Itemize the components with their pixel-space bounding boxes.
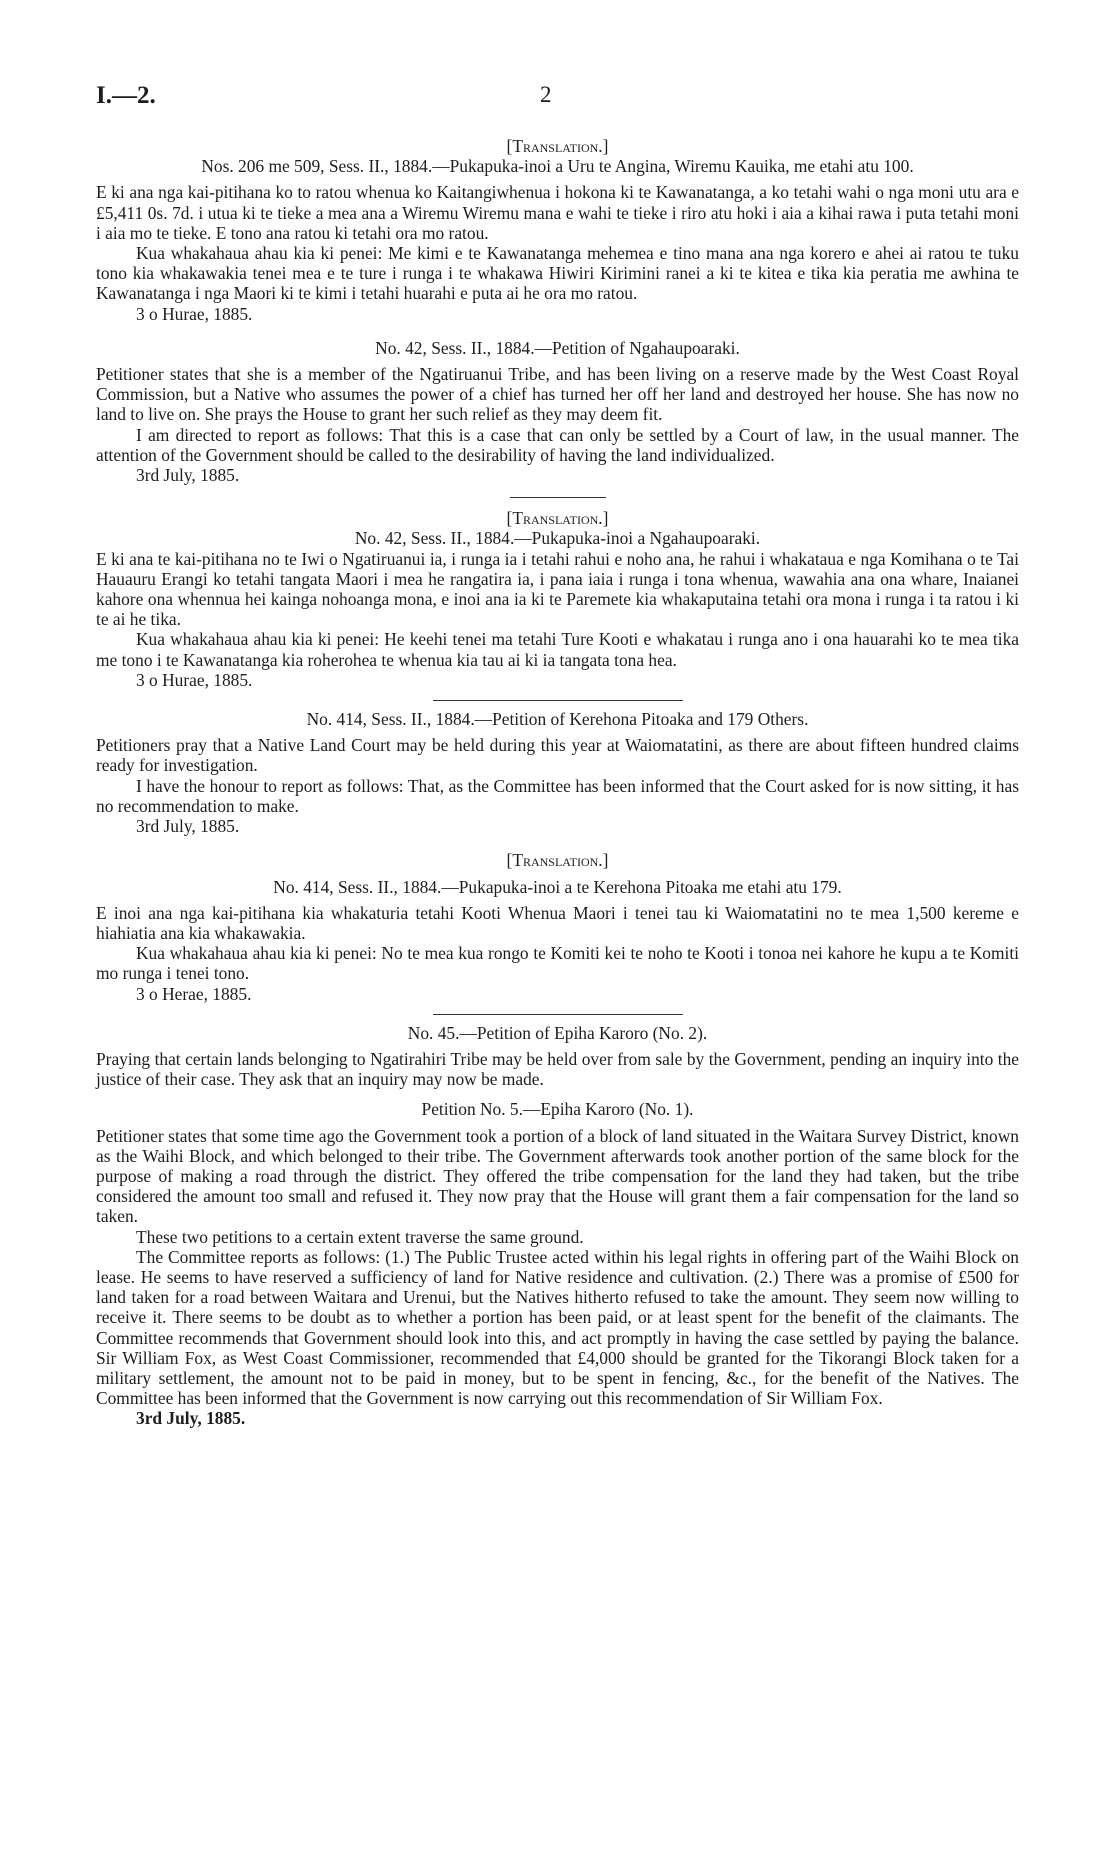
report-date: 3rd July, 1885.	[136, 816, 240, 837]
report-paragraph: The Committee reports as follows: (1.) The Public Trustee acted within his legal rights in offering part of the Waihi Block on lease. He seems to have reserved a sufficiency of land for Native residence and cultivation. (2.) There was a promise of £500 for land taken for a road between Waitara and Urenui, but the Natives hitherto refused to take the amount. They seem now willing to receive it. There seems to be doubt as to whether a portion has been paid, or at least spent for the benefit of the claimants. The Committee recommends that Government should look into this, and act promptly in having the case settled by paying the balance. Sir William Fox, as West Coast Commissioner, recommended that £4,000 should be granted for the Tikorangi Block taken for a military settlement, the amount not to be paid in money, but to be spent in fencing, &c., for the benefit of the Natives. The Committee has been informed that the Government is now carrying out this recommendation of Sir William Fox.	[96, 1246, 1019, 1409]
petition-heading: No. 414, Sess. II., 1884.—Petition of Kerehona Pitoaka and 179 Others.	[306, 709, 809, 730]
translation-label: [Translation.]	[506, 508, 609, 529]
report-date: 3 o Hurae, 1885.	[136, 669, 253, 690]
page-content	[96, 136, 1019, 1429]
translation-label: [Translation.]	[506, 850, 609, 871]
petition-paragraph: E ki ana te kai-pitihana no te Iwi o Ngatiruanui ia, i runga ia i tetahi rahui e noho ana, he rahui i whakataua e nga Komihana o te Tai Hauauru Erangi ko tetahi tangata Maori i mea he rangatira ia, i pana iaia i runga i tona whenua, wawahia ana ona whare, Inaianei kahore ona whennua hei kainga nohoanga mona, e inoi ana ia ki te Paremete kia whakaputaina tetahi ora mona i runga i ta ratou i ki te ai he tika.	[96, 548, 1019, 630]
petition-paragraph: E inoi ana nga kai-pitihana kia whakaturia tetahi Kooti Whenua Maori i tenei tau ki Waiomatatini no te mea 1,500 kereme e hiahiatia ana kia whakawakia.	[96, 902, 1019, 943]
petition-paragraph: Petitioner states that some time ago the Government took a portion of a block of land situated in the Waitara Survey District, known as the Waihi Block, and which belonged to their tribe. The Government afterwards took another portion of the same block for the purpose of making a road through the district. They offered the tribe compensation for the land they had taken, but the tribe considered the amount too small and refused it. They now pray that the House will grant them a fair compensation for the land so taken.	[96, 1125, 1019, 1227]
report-date: 3 o Hurae, 1885.	[136, 303, 253, 324]
page-number: 2	[540, 82, 552, 107]
petition-heading: Petition No. 5.—Epiha Karoro (No. 1).	[421, 1099, 694, 1120]
petition-paragraph: Petitioners pray that a Native Land Court may be held during this year at Waiomatatini, as there are about fifteen hundred claims ready for investigation.	[96, 735, 1019, 776]
report-paragraph: Kua whakahaua ahau kia ki penei: No te mea kua rongo te Komiti kei te noho te Kooti i tonoa nei kahore he kupu a te Komiti mo runga i tenei tono.	[96, 943, 1019, 984]
report-paragraph: I am directed to report as follows: That this is a case that can only be settled by a Court of law, in the usual manner. The attention of the Government should be called to the desirability of having the land individualized.	[96, 424, 1019, 465]
petition-heading: No. 414, Sess. II., 1884.—Pukapuka-inoi a te Kerehona Pitoaka me etahi atu 179.	[273, 876, 842, 897]
report-date: 3 o Herae, 1885.	[136, 983, 252, 1004]
document-code: I.—2.	[96, 82, 156, 109]
section-divider	[433, 700, 683, 701]
translation-label: [Translation.]	[506, 136, 609, 156]
report-date: 3rd July, 1885.	[136, 465, 240, 486]
section-divider	[433, 1014, 683, 1015]
report-paragraph: These two petitions to a certain extent traverse the same ground.	[136, 1226, 584, 1247]
report-paragraph: I have the honour to report as follows: That, as the Committee has been informed that the Court asked for is now sitting, it has no recommendation to make.	[96, 775, 1019, 816]
petition-paragraph: Petitioner states that she is a member of the Ngatiruanui Tribe, and has been living on a reserve made by the West Coast Royal Commission, but a Native who assumes the power of a chief has turned her off her land and destroyed her house. She has now no land to live on. She prays the House to grant her such relief as they may deem fit.	[96, 364, 1019, 425]
section-divider	[510, 497, 606, 498]
petition-heading: No. 42, Sess. II., 1884.—Petition of Ngahaupoaraki.	[375, 337, 740, 358]
petition-heading: No. 42, Sess. II., 1884.—Pukapuka-inoi a Ngahaupoaraki.	[354, 528, 761, 549]
petition-heading: Nos. 206 me 509, Sess. II., 1884.—Pukapuka-inoi a Uru te Angina, Wiremu Kauika, me etahi atu 100.	[201, 156, 914, 177]
report-paragraph: Kua whakahaua ahau kia ki penei: Me kimi e te Kawanatanga mehemea e tino mana ana nga korero e ahei ai ratou te tuku tono kia whakawakia tenei mea e te ture i runga i te whakawa Hiwiri Kirimini ranei a ki te kitea e tika kia peratia me awhina te Kawanatanga i nga Maori ki te kimi i tetahi huarahi e puta ai he ora mo ratou.	[96, 243, 1019, 304]
petition-heading: No. 45.—Petition of Epiha Karoro (No. 2).	[407, 1022, 708, 1043]
report-paragraph: Kua whakahaua ahau kia ki penei: He keehi tenei ma tetahi Ture Kooti e whakatau i runga ano i ona hauarahi ko te mea tika me tono i te Kawanatanga kia roherohea te whenua kia tau ai ki ia tangata tona hea.	[96, 629, 1019, 670]
report-date: 3rd July, 1885.	[136, 1408, 246, 1429]
petition-paragraph: Praying that certain lands belonging to Ngatirahiri Tribe may be held over from sale by the Government, pending an inquiry into the justice of their case. They ask that an inquiry may now be made.	[96, 1048, 1019, 1090]
petition-paragraph: E ki ana nga kai-pitihana ko to ratou whenua ko Kaitangiwhenua i hokona ki te Kawanatanga, a ko tetahi wahi o nga moni utu ara e £5,411 0s. 7d. i utua ki te tieke a mea ana a Wiremu Wiremu mana e wahi te tieke i riro atu hoki i aia a kihai rawa i puta tetahi moni i aia mo te tieke. E tono ana ratou ki tetahi ora mo ratou.	[96, 182, 1019, 243]
